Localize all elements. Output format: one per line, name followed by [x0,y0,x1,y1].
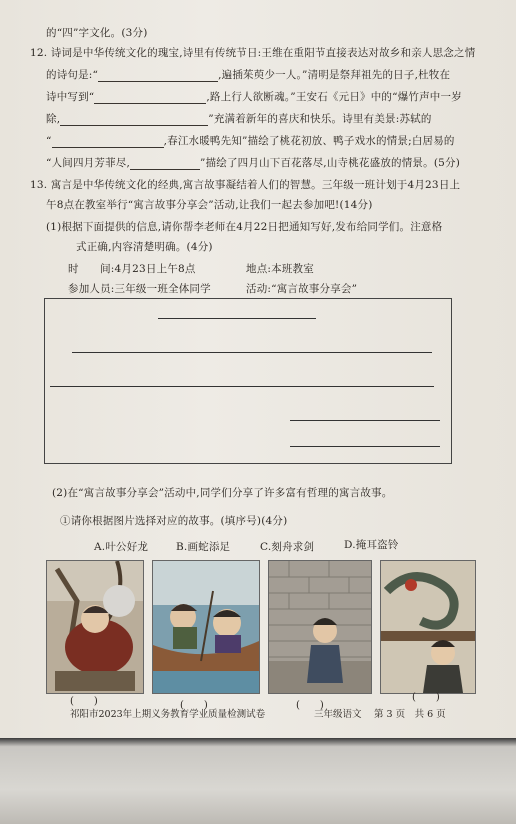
q13-line: 午8点在教室举行“寓言故事分享会”活动,让我们一起去参加吧!(14分) [46,199,373,211]
text: 除, [46,113,61,125]
answer-blank[interactable] [52,135,164,148]
answer-blank[interactable] [60,113,208,126]
text: ”描绘了四月山下百花落尽,山寺桃花盛放的情景。(5分) [200,157,460,169]
text: ”充满着新年的喜庆和快乐。诗里有美景:苏轼的 [208,113,432,125]
q12-line: 12. 诗词是中华传统文化的瑰宝,诗里有传统节日:王维在重阳节直接表达对故乡和亲人思念之情 [30,47,476,59]
q13-line: (1)根据下面提供的信息,请你帮李老师在4月22日把通知写好,发布给同学们。注意格 [46,221,443,233]
info-time: 时 间:4月23日上午8点 [68,263,196,275]
footer-title: 祁阳市2023年上期义务教育学业质量检测试卷 [70,709,266,720]
text: ,遍插茱萸少一人。”清明是祭拜祖先的日子,杜牧在 [218,69,451,81]
writing-line[interactable] [158,318,316,319]
info-people: 参加人员:三年级一班全体同学 [68,283,211,295]
story-illustration [381,561,475,693]
text: ,春江水暖鸭先知”描绘了桃花初放、鸭子戏水的情景;白居易的 [163,135,455,147]
text: 的诗句是:“ [46,69,99,81]
option-b: B.画蛇添足 [176,541,231,553]
story-illustration [47,561,143,693]
q13-line: 13. 寓言是中华传统文化的经典,寓言故事凝结着人们的智慧。三年级一班计划于4月23日上 [30,179,461,191]
writing-line[interactable] [72,352,432,353]
writing-line[interactable] [50,386,434,387]
answer-paren-4[interactable]: ( ) [412,692,440,703]
q13-line: 式正确,内容清楚明确。(4分) [76,241,213,253]
info-activity: 活动:“寓言故事分享会” [246,283,358,295]
answer-blank[interactable] [94,91,206,104]
q12-line [46,68,450,82]
story-picture-4 [380,560,476,694]
story-picture-3 [268,560,372,694]
text: ,路上行人欲断魂。”王安石《元日》中的“爆竹声中一岁 [206,91,462,103]
q12-line [46,134,455,148]
next-page-edge [0,738,516,824]
q12-line [46,112,432,126]
answer-paren-1[interactable]: ( ) [70,696,98,707]
answer-paren-2[interactable]: ( ) [180,700,208,711]
footer-subject: 三年级语文 [314,709,362,720]
text: “ [46,135,52,147]
option-d: D.掩耳盗铃 [344,539,399,551]
text: “人间四月芳菲尽, [46,157,131,169]
text: 诗中写到“ [46,91,95,103]
option-c: C.刻舟求剑 [260,541,315,553]
answer-blank[interactable] [130,157,200,170]
q13-line: (2)在“寓言故事分享会”活动中,同学们分享了许多富有哲理的寓言故事。 [52,487,393,499]
story-picture-1 [46,560,144,694]
story-illustration [269,561,371,693]
answer-paren-3[interactable]: ( ) [296,700,324,711]
q12-line [46,90,462,104]
story-illustration [153,561,259,693]
story-picture-2 [152,560,260,694]
info-place: 地点:本班教室 [246,263,314,275]
option-a: A.叶公好龙 [94,541,149,553]
q13-line: ①请你根据图片选择对应的故事。(填序号)(4分) [60,515,288,527]
text-line: 的“四”字文化。(3分) [46,27,148,39]
notice-writing-box[interactable] [44,298,452,464]
q12-line [46,156,460,170]
answer-blank[interactable] [98,69,218,82]
writing-line[interactable] [290,420,440,421]
footer-page: 第 3 页 共 6 页 [374,709,446,720]
writing-line[interactable] [290,446,440,447]
